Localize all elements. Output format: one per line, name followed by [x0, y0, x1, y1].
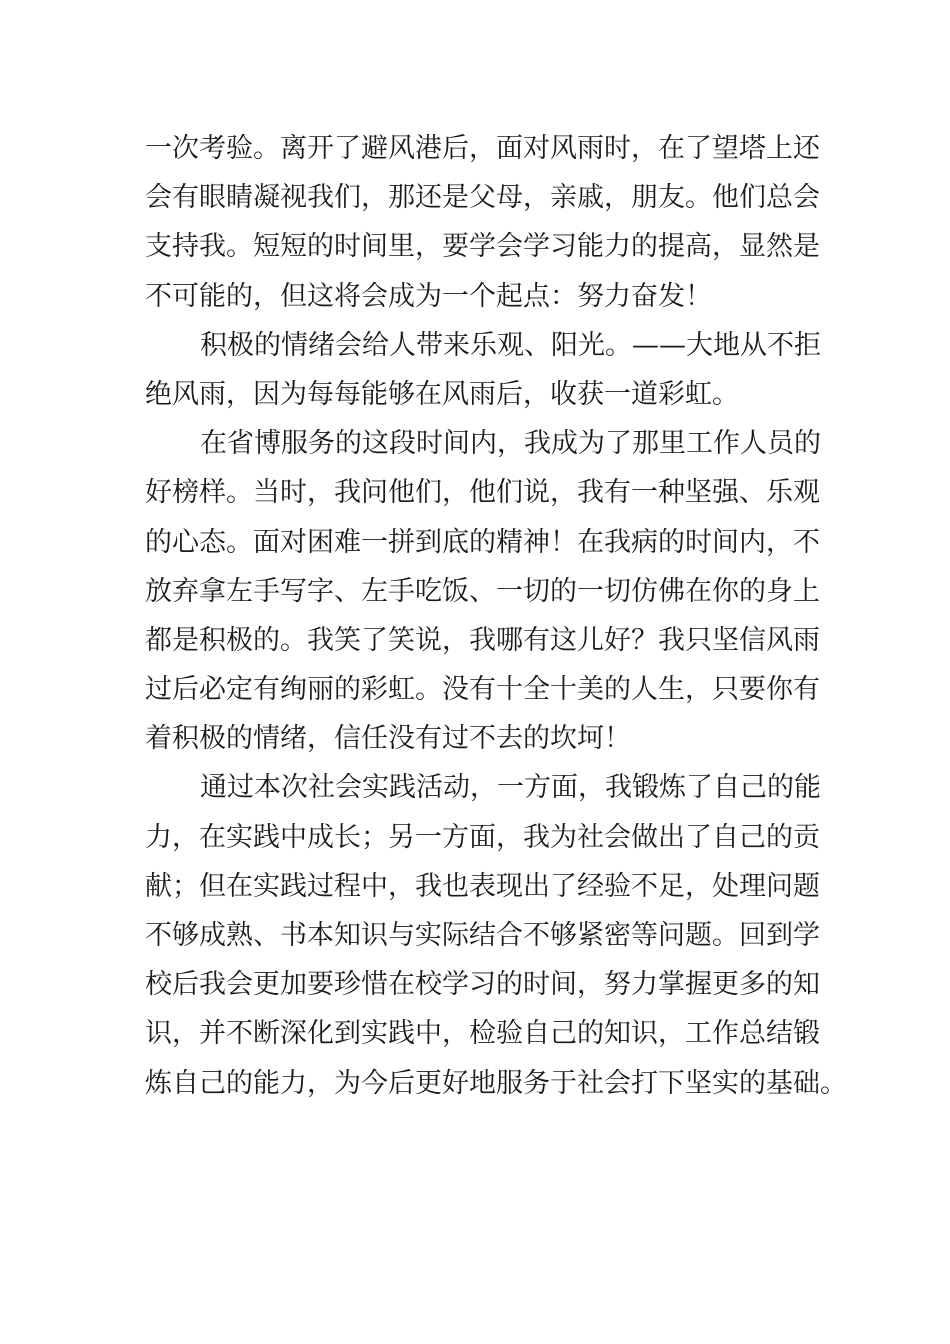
- text-line: 好榜样。当时，我问他们，他们说，我有一种坚强、乐观: [145, 477, 820, 509]
- text-line: 力，在实践中成长；另一方面，我为社会做出了自己的贡: [145, 821, 820, 853]
- text-line: 校后我会更加要珍惜在校学习的时间，努力掌握更多的知: [145, 969, 820, 1001]
- text-line: 支持我。短短的时间里，要学会学习能力的提高，显然是: [145, 231, 820, 263]
- text-line: 积极的情绪会给人带来乐观、阳光。——大地从不拒: [200, 329, 821, 361]
- text-line: 通过本次社会实践活动，一方面，我锻炼了自己的能: [200, 772, 821, 804]
- text-line: 会有眼睛凝视我们，那还是父母，亲戚，朋友。他们总会: [145, 182, 820, 214]
- text-line: 炼自己的能力，为今后更好地服务于社会打下坚实的基础。: [145, 1067, 847, 1099]
- text-line: 过后必定有绚丽的彩虹。没有十全十美的人生，只要你有: [145, 674, 820, 706]
- paragraph-4: [145, 763, 847, 1107]
- text-line: 着积极的情绪，信任没有过不去的坎坷！: [145, 723, 631, 755]
- text-line: 的心态。面对困难一拼到底的精神！在我病的时间内，不: [145, 526, 820, 558]
- text-line: 识，并不断深化到实践中，检验自己的知识，工作总结锻: [145, 1018, 820, 1050]
- text-line: 不可能的，但这将会成为一个起点：努力奋发！: [145, 280, 712, 312]
- paragraph-2: [145, 321, 821, 419]
- paragraph-3: [145, 419, 821, 763]
- text-line: 都是积极的。我笑了笑说，我哪有这儿好？我只坚信风雨: [145, 624, 820, 656]
- text-line: 绝风雨，因为每每能够在风雨后，收获一道彩虹。: [145, 378, 739, 410]
- text-line: 在省博服务的这段时间内，我成为了那里工作人员的: [200, 428, 821, 460]
- text-line: 献；但在实践过程中，我也表现出了经验不足，处理问题: [145, 870, 820, 902]
- text-line: 放弃拿左手写字、左手吃饭、一切的一切仿佛在你的身上: [145, 575, 820, 607]
- paragraph-1: [145, 124, 820, 321]
- text-line: 不够成熟、书本知识与实际结合不够紧密等问题。回到学: [145, 920, 820, 951]
- document-body: [145, 124, 847, 1108]
- text-line: 一次考验。离开了避风港后，面对风雨时，在了望塔上还: [145, 133, 820, 164]
